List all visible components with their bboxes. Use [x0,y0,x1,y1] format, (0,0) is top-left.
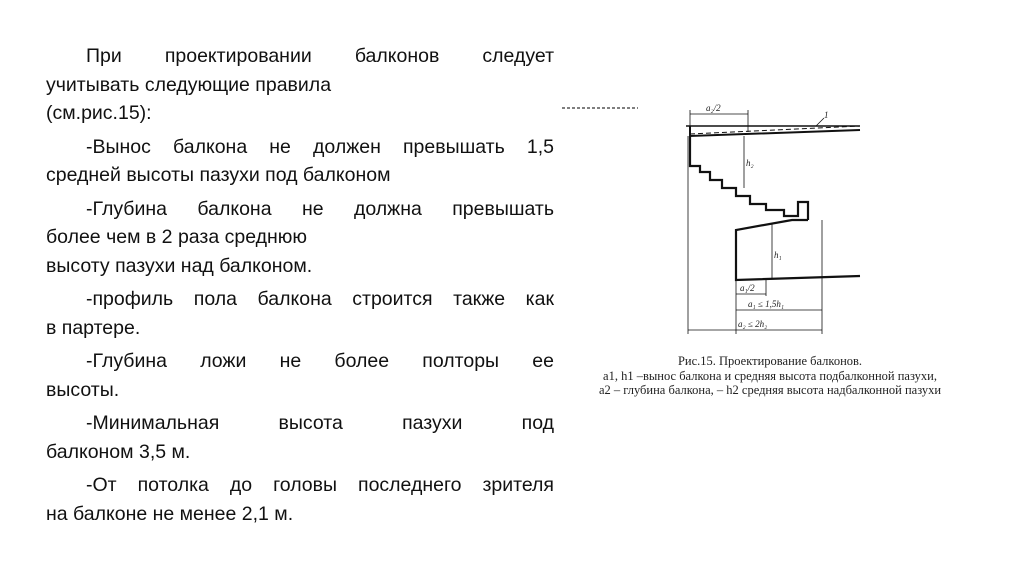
text-line: При проектировании балконов следует [86,45,554,67]
paragraph-rule-overhang [46,133,554,190]
balcony-underside [736,220,860,280]
balcony-section-drawing [560,96,980,346]
figure-caption [560,354,980,398]
balcony-figure [560,96,980,416]
paragraph-rule-min-height [46,409,554,466]
a1-rule-label: a₁ ≤ 1,5h₁ [748,299,784,309]
text-line: на балконе не менее 2,1 м. [46,502,294,525]
rules-text [46,42,554,533]
text-line: высоту пазухи над балконом. [46,254,313,277]
a2-rule-label: a₂ ≤ 2h₂ [738,319,768,329]
text-line: (см.рис.15): [46,102,152,124]
balcony-stepped-floor [690,136,808,220]
paragraph-rule-floor [46,285,554,342]
top-dimension-label: a₂/2 [706,103,721,113]
text-line: средней высоты пазухи под балконом [46,164,391,186]
text-line: -Глубина балкона не должна превышать [86,197,554,220]
text-line: балконом 3,5 м. [46,440,191,463]
marker-leader [816,118,824,126]
marker-label: 1 [824,110,829,120]
caption-line: a2 – глубина балкона, – h2 средняя высота надбалконной пазухи [598,383,942,397]
text-line: -профиль пола балкона строится также как [86,288,554,310]
paragraph-rule-box [46,347,554,404]
text-line: высоты. [46,378,120,401]
paragraph-rule-depth [46,195,554,281]
text-line: в партере. [46,316,141,339]
caption-title: Рис.15. Проектирование балконов. [677,354,863,368]
text-line: -Вынос балкона не должен превышать 1,5 [86,135,554,158]
text-line: -От потолка до головы последнего зрителя [86,474,554,496]
paragraph-rule-ceiling [46,471,554,528]
text-line: учитывать следующие правила [46,73,332,96]
caption-line: a1, h1 –вынос балкона и средняя высота подбалконной пазухи, [603,368,937,383]
paragraph-intro [46,42,554,128]
a1-half-label: a₁/2 [740,283,755,293]
text-line: более чем в 2 раза среднюю [46,226,308,248]
text-line: -Минимальная высота пазухи под [86,412,554,434]
text-line: -Глубина ложи не более полторы ее [86,350,554,372]
h1-label: h₁ [774,250,782,260]
h2-label: h₂ [746,158,754,168]
